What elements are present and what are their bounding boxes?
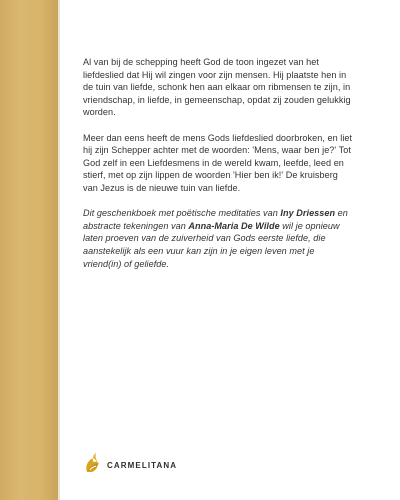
publisher-logo — [84, 452, 177, 474]
paragraph-creation: Al van bij de schepping heeft God de toon ingezet van het liefdeslied dat Hij wil zingen voor zijn mensen. Hij plaatste hen in de tuin van liefde, schonk hen aan elkaar om ribmensen te zijn, in vriendschap, in liefde, in gemeenschap, opdat zij zouden gelukkig worden. — [83, 57, 351, 118]
spine-edge — [58, 0, 60, 500]
back-cover-text — [83, 56, 353, 270]
flame-leaf-icon — [84, 452, 102, 474]
paragraph-book-description — [83, 207, 353, 270]
description-part-3: wil je opnieuw laten proeven van de zuiverheid van Gods eerste liefde, die aanstekelijk als een vuur kan zijn in je eigen leven met je vriend(in) of geliefde. — [83, 220, 340, 269]
spine-band — [0, 0, 58, 500]
paragraph-humanity: Meer dan eens heeft de mens Gods liefdeslied doorbroken, en liet hij zijn Schepper achter met de woorden: 'Mens, waar ben je?' Tot God zelf in een Liefdesmens in de wereld kwam, leefde, leed en stierf, met op zijn lippen de woorden 'Hier ben ik!' De kruisberg van Jezus is de nieuwe tuin van liefde. — [83, 132, 353, 193]
illustrator-name-anna-maria-de-wilde: Anna-Maria De Wilde — [188, 220, 280, 231]
description-part-1: Dit geschenkboek met poëtische meditaties van — [83, 208, 281, 219]
publisher-name: CARMELITANA — [107, 460, 178, 470]
description-part-2: en abstracte tekeningen van — [83, 208, 348, 231]
author-name-iny-driessen: Iny Driessen — [280, 208, 336, 219]
